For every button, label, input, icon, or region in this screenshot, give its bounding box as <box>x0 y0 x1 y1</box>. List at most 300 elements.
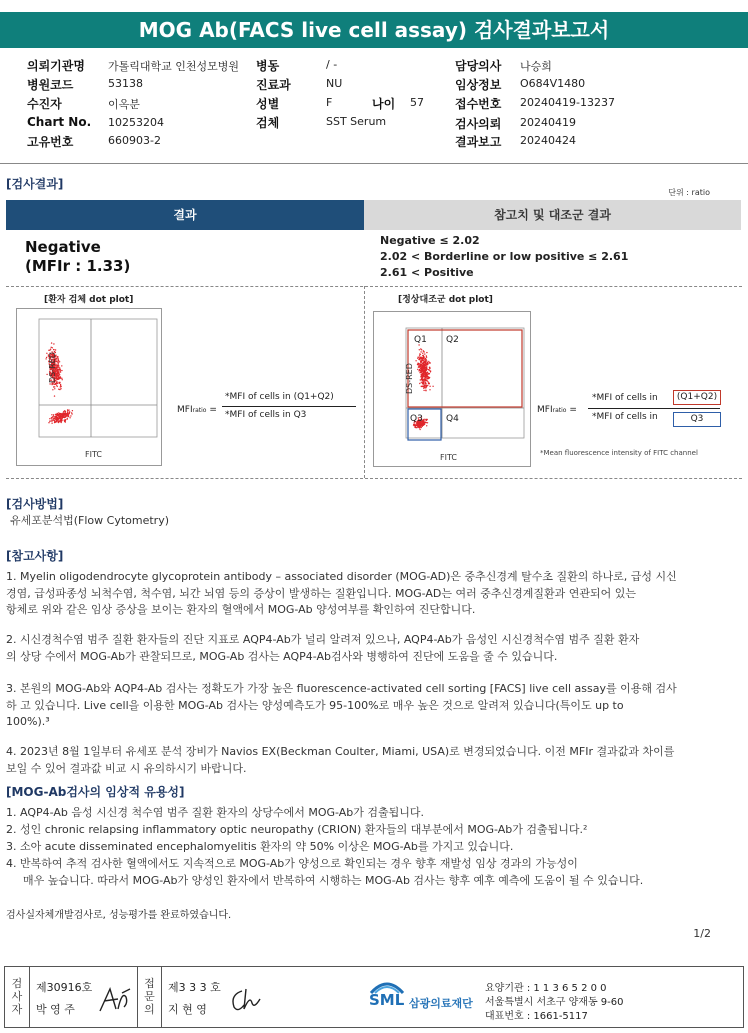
cell-dot <box>60 413 61 414</box>
confirmer-number: 제3 3 3 호 <box>168 981 221 994</box>
page-number: 1/2 <box>693 927 711 940</box>
cell-dot <box>414 427 415 428</box>
cell-dot <box>423 363 424 364</box>
cell-dot <box>70 415 71 416</box>
cell-dot <box>419 363 420 364</box>
cell-dot <box>426 368 427 369</box>
examiner-label-char: 검 <box>11 977 23 990</box>
cell-dot <box>55 422 56 423</box>
cell-dot <box>63 417 64 418</box>
info-value: SST Serum <box>326 115 387 128</box>
cell-dot <box>57 357 58 358</box>
cell-dot <box>418 357 419 358</box>
org-name: 삼광의료재단 <box>409 997 473 1010</box>
info-label: 접수번호 <box>455 97 502 111</box>
info-value: O684V1480 <box>520 77 586 90</box>
cell-dot <box>61 418 62 419</box>
cell-dot <box>421 379 422 380</box>
formula-numerator-prefix: *MFI of cells in <box>592 393 658 403</box>
org-phone: 대표번호 : 1661-5117 <box>485 1011 588 1022</box>
cell-dot <box>425 419 426 420</box>
utility-item: 3. 소아 acute disseminated encephalomyelitis 환자의 약 50% 이상은 MOG-Ab를 가지고 있습니다. <box>6 840 514 853</box>
cell-dot <box>427 376 428 377</box>
cell-dot <box>424 375 425 376</box>
cell-dot <box>415 360 416 361</box>
info-value: 57 <box>410 96 424 109</box>
cell-dot <box>418 359 419 360</box>
cell-dot <box>421 357 422 358</box>
control-plot-caption: [정상대조군 dot plot] <box>398 295 493 305</box>
cell-dot <box>423 382 424 383</box>
patient-plot-caption: [환자 검체 dot plot] <box>44 295 134 305</box>
cell-dot <box>426 375 427 376</box>
cell-dot <box>59 418 60 419</box>
cell-dot <box>61 365 62 366</box>
cell-dot <box>59 378 60 379</box>
cell-dot <box>425 360 426 361</box>
info-value: 가톨릭대학교 인천성모병원 <box>108 60 240 73</box>
formula-denominator-prefix: *MFI of cells in <box>592 412 658 422</box>
info-label: 고유번호 <box>27 135 74 149</box>
cell-dot <box>425 385 426 386</box>
utility-title: [MOG-Ab검사의 임상적 유용성] <box>6 785 185 799</box>
cell-dot <box>63 411 64 412</box>
cell-dot <box>51 342 52 343</box>
formula-bar <box>222 406 356 407</box>
cell-dot <box>420 368 421 369</box>
x-axis-label: FITC <box>85 450 102 459</box>
cell-dot <box>72 410 73 411</box>
cell-dot <box>423 350 424 351</box>
info-label: 나이 <box>372 97 396 111</box>
cell-dot <box>62 412 63 413</box>
cell-dot <box>418 427 419 428</box>
cell-dot <box>49 420 50 421</box>
patient-plot-svg <box>17 309 161 465</box>
note-paragraph <box>6 632 742 665</box>
utility-item: 4. 반복하여 추적 검사한 혈액에서도 지속적으로 MOG-Ab가 양성으로 확인되는 경우 향후 재발성 임상 경과의 가능성이 <box>6 857 578 870</box>
cell-dot <box>416 427 417 428</box>
cell-dot <box>421 374 422 375</box>
cell-dot <box>417 363 418 364</box>
cell-dot <box>55 349 56 350</box>
reference-line: 2.02 < Borderline or low positive ≤ 2.61 <box>380 250 629 263</box>
cell-dot <box>421 425 422 426</box>
cell-dot <box>60 386 61 387</box>
cell-dot <box>61 370 62 371</box>
cell-dot <box>423 371 424 372</box>
info-value: 20240424 <box>520 134 576 147</box>
cell-dot <box>58 382 59 383</box>
cell-dot <box>64 420 65 421</box>
utility-item: 1. AQP4-Ab 음성 시신경 척수염 범주 질환 환자의 상당수에서 MOG-Ab가 검출됩니다. <box>6 806 424 819</box>
reference-header: 참고치 및 대조군 결과 <box>364 200 741 230</box>
info-value: 이옥분 <box>108 98 140 111</box>
utility-item: 2. 성인 chronic relapsing inflammatory optic neuropathy (CRION) 환자들의 대부분에서 MOG-Ab가 검출됩니다.² <box>6 823 588 836</box>
cell-dot <box>425 383 426 384</box>
cell-dot <box>55 416 56 417</box>
cell-dot <box>427 419 428 420</box>
info-value: / - <box>326 58 338 71</box>
cell-dot <box>45 358 46 359</box>
confirmer-label-char: 접 <box>144 977 155 990</box>
result-text: Negative <box>25 238 101 256</box>
info-label: Chart No. <box>27 115 92 129</box>
cell-dot <box>419 357 420 358</box>
cell-dot <box>60 384 61 385</box>
cell-dot <box>428 373 429 374</box>
cell-dot <box>58 369 59 370</box>
cell-dot <box>54 395 55 396</box>
cell-dot <box>416 424 417 425</box>
examiner-label-cell <box>5 967 30 1027</box>
note-paragraph <box>6 681 742 731</box>
result-mfi: (MFIr : 1.33) <box>25 257 131 275</box>
quadrant-label: Q3 <box>410 414 423 424</box>
cell-dot <box>56 385 57 386</box>
cell-dot <box>59 368 60 369</box>
y-axis-label: DS-RED <box>48 352 57 383</box>
cell-dot <box>421 366 422 367</box>
info-label: 결과보고 <box>455 135 502 149</box>
cell-dot <box>59 377 60 378</box>
cell-dot <box>428 383 429 384</box>
cell-dot <box>427 381 428 382</box>
logo-text: SML <box>369 991 405 1009</box>
cell-dot <box>53 419 54 420</box>
cell-dot <box>419 383 420 384</box>
cell-dot <box>420 351 421 352</box>
x-axis-label: FITC <box>440 453 457 462</box>
formula-bar <box>588 408 720 409</box>
cell-dot <box>425 390 426 391</box>
info-label: 임상정보 <box>455 78 502 92</box>
cell-dot <box>55 419 56 420</box>
cell-dot <box>425 363 426 364</box>
cell-dot <box>426 357 427 358</box>
cell-dot <box>423 385 424 386</box>
cell-dot <box>57 386 58 387</box>
cell-dot <box>65 415 66 416</box>
info-value: NU <box>326 77 343 90</box>
cell-dot <box>421 427 422 428</box>
cell-dot <box>419 429 420 430</box>
cell-dot <box>54 420 55 421</box>
cell-dot <box>419 366 420 367</box>
cell-dot <box>421 386 422 387</box>
cell-dot <box>68 416 69 417</box>
cell-dot <box>58 418 59 419</box>
formula-sub: ratio <box>552 407 567 414</box>
cell-dot <box>423 370 424 371</box>
note-line: 1. Myelin oligodendrocyte glycoprotein antibody – associated disorder (MOG-AD)은 중추신경계 탈수초 질환의 하나로, 급성 시신 <box>6 570 677 583</box>
unit-label: 단위 : ratio <box>668 188 710 197</box>
info-value: 나승희 <box>520 60 552 73</box>
patient-dot-plot <box>16 308 162 466</box>
mfi-footnote: *Mean fluorescence intensity of FITC channel <box>540 449 698 457</box>
info-label: 병원코드 <box>27 78 74 92</box>
cell-dot <box>53 415 54 416</box>
cell-dot <box>58 360 59 361</box>
info-label: 의뢰기관명 <box>27 59 85 73</box>
cell-dot <box>426 380 427 381</box>
cell-dot <box>426 352 427 353</box>
dashed-divider <box>6 478 742 479</box>
cell-dot <box>60 388 61 389</box>
note-line: 항체로 위와 같은 임상 증상을 보이는 환자의 혈액에서 MOG-Ab 양성여부를 확인하여 진단합니다. <box>6 603 476 616</box>
org-address: 서울특별시 서초구 양재동 9-60 <box>485 997 624 1008</box>
cell-dot <box>427 373 428 374</box>
notes-title: [참고사항] <box>6 549 64 563</box>
formula-denominator: *MFI of cells in Q3 <box>225 410 307 420</box>
cell-dot <box>69 417 70 418</box>
cell-dot <box>71 412 72 413</box>
cell-dot <box>427 385 428 386</box>
quadrant-label: Q4 <box>446 414 459 424</box>
cell-dot <box>64 410 65 411</box>
cell-dot <box>429 377 430 378</box>
cell-dot <box>424 361 425 362</box>
divider <box>0 163 748 164</box>
cell-dot <box>432 386 433 387</box>
cell-dot <box>61 422 62 423</box>
cell-dot <box>57 362 58 363</box>
info-value: F <box>326 96 333 109</box>
footer <box>4 966 744 1028</box>
method-title: [검사방법] <box>6 497 64 511</box>
cell-dot <box>53 343 54 344</box>
dashed-divider <box>6 286 742 287</box>
cell-dot <box>423 390 424 391</box>
cell-dot <box>423 360 424 361</box>
note-line: 4. 2023년 8월 1일부터 유세포 분석 장비가 Navios EX(Beckman Coulter, Miami, USA)로 변경되었습니다. 이전 MFIr 결과값과 차이를 <box>6 745 675 758</box>
cell-dot <box>420 372 421 373</box>
confirmer-cell <box>162 967 272 1027</box>
formula-numerator: *MFI of cells in (Q1+Q2) <box>225 392 334 402</box>
control-dot-plot <box>373 311 531 467</box>
cell-dot <box>427 422 428 423</box>
formula-sub: ratio <box>192 407 207 414</box>
cell-dot <box>53 414 54 415</box>
cell-dot <box>53 386 54 387</box>
result-value <box>25 238 130 276</box>
cell-dot <box>418 425 419 426</box>
cell-dot <box>417 364 418 365</box>
cell-dot <box>51 347 52 348</box>
confirmer-label-char: 의 <box>144 1003 155 1016</box>
cell-dot <box>424 424 425 425</box>
cell-dot <box>422 380 423 381</box>
cell-dot <box>425 387 426 388</box>
note-line: 하 고 있습니다. Live cell을 이용한 MOG-Ab 검사는 양성예측도가 95-100%로 매우 높은 것으로 알려져 있습니다(특이도 up to <box>6 698 624 712</box>
note-line: 3. 본원의 MOG-Ab와 AQP4-Ab 검사는 정확도가 가장 높은 fluorescence-activated cell sorting [FACS] live cell assay를 이용해 검사 <box>6 682 677 695</box>
cell-dot <box>425 362 426 363</box>
cell-dot <box>429 386 430 387</box>
cell-dot <box>426 425 427 426</box>
utility-item-continued: 매우 높습니다. 따라서 MOG-Ab가 양성인 환자에서 반복하여 시행하는 MOG-Ab 검사는 향후 예후 예측에 도움이 될 수 있습니다. <box>23 874 644 887</box>
cell-dot <box>60 420 61 421</box>
note-line: 100%).³ <box>6 715 50 728</box>
info-value: 660903-2 <box>108 134 161 147</box>
info-value: 53138 <box>108 77 143 90</box>
confirmer-label-cell <box>138 967 162 1027</box>
cell-dot <box>51 414 52 415</box>
cell-dot <box>67 410 68 411</box>
cell-dot <box>417 369 418 370</box>
cell-dot <box>57 414 58 415</box>
info-value: 10253204 <box>108 116 164 129</box>
info-value: 20240419-13237 <box>520 96 615 109</box>
cell-dot <box>426 366 427 367</box>
cell-dot <box>61 415 62 416</box>
cell-dot <box>430 371 431 372</box>
cell-dot <box>423 381 424 382</box>
cell-dot <box>54 388 55 389</box>
reference-line: Negative ≤ 2.02 <box>380 234 480 247</box>
org-code: 요양기관 : 1 1 3 6 5 2 0 0 <box>485 983 607 994</box>
cell-dot <box>54 351 55 352</box>
cell-dot <box>421 371 422 372</box>
cell-dot <box>420 376 421 377</box>
cell-dot <box>423 421 424 422</box>
examiner-signature-icon <box>96 985 134 1015</box>
method-text: 유세포분석법(Flow Cytometry) <box>10 514 170 527</box>
cell-dot <box>48 422 49 423</box>
cell-dot <box>57 370 58 371</box>
confirmer-label-char: 문 <box>144 990 155 1003</box>
cell-dot <box>57 359 58 360</box>
cell-dot <box>64 417 65 418</box>
cell-dot <box>69 412 70 413</box>
info-label: 검체 <box>256 116 280 130</box>
reference-line: 2.61 < Positive <box>380 266 474 279</box>
cell-dot <box>67 413 68 414</box>
examiner-cell <box>30 967 138 1027</box>
cell-dot <box>58 422 59 423</box>
examiner-label-char: 자 <box>11 1003 23 1016</box>
cell-dot <box>428 361 429 362</box>
info-label: 수진자 <box>27 97 62 111</box>
cell-dot <box>60 371 61 372</box>
cell-dot <box>52 389 53 390</box>
cell-dot <box>427 378 428 379</box>
cell-dot <box>58 363 59 364</box>
formula-mfi: MFI <box>177 405 193 415</box>
cell-dot <box>422 368 423 369</box>
cell-dot <box>67 418 68 419</box>
report-title: MOG Ab(FACS live cell assay) 검사결과보고서 <box>0 12 748 48</box>
result-header: 결과 <box>6 200 364 230</box>
cell-dot <box>420 358 421 359</box>
examiner-name: 박 영 주 <box>36 1003 75 1016</box>
examiner-number: 제30916호 <box>36 981 93 994</box>
cell-dot <box>62 379 63 380</box>
cell-dot <box>425 370 426 371</box>
info-value: 20240419 <box>520 116 576 129</box>
confirmer-signature-icon <box>228 985 264 1015</box>
cell-dot <box>423 358 424 359</box>
cell-dot <box>429 370 430 371</box>
cell-dot <box>51 418 52 419</box>
cell-dot <box>422 383 423 384</box>
cell-dot <box>53 418 54 419</box>
cell-dot <box>60 385 61 386</box>
cell-dot <box>422 355 423 356</box>
control-plot-svg <box>374 312 530 466</box>
cell-dot <box>429 389 430 390</box>
closing-note: 검사실자체개발검사로, 성능평가를 완료하였습니다. <box>6 910 232 921</box>
cell-dot <box>419 370 420 371</box>
cell-dot <box>426 355 427 356</box>
note-paragraph <box>6 744 742 777</box>
cell-dot <box>419 355 420 356</box>
cell-dot <box>422 377 423 378</box>
cell-dot <box>49 418 50 419</box>
cell-dot <box>428 362 429 363</box>
info-label: 성별 <box>256 97 280 111</box>
formula-lhs: MFIratio = <box>537 405 577 415</box>
cell-dot <box>425 365 426 366</box>
cell-dot <box>59 389 60 390</box>
cell-dot <box>58 372 59 373</box>
cell-dot <box>420 354 421 355</box>
result-section-title: [검사결과] <box>6 177 64 191</box>
note-line: 보일 수 있어 결과값 비교 시 유의하시기 바랍니다. <box>6 761 247 775</box>
cell-dot <box>424 353 425 354</box>
cell-dot <box>427 363 428 364</box>
formula-mfi: MFI <box>537 405 553 415</box>
cell-dot <box>51 423 52 424</box>
cell-dot <box>59 413 60 414</box>
cell-dot <box>63 415 64 416</box>
cell-dot <box>424 422 425 423</box>
cell-dot <box>429 367 430 368</box>
cell-dot <box>425 367 426 368</box>
cell-dot <box>420 370 421 371</box>
quadrant-label: Q1 <box>414 335 427 345</box>
info-label: 진료과 <box>256 78 291 92</box>
note-line: 2. 시신경척수염 범주 질환 환자들의 진단 지표로 AQP4-Ab가 널리 알려져 있으나, AQP4-Ab가 음성인 시신경척수염 범주 질환 환자 <box>6 633 640 646</box>
cell-dot <box>419 425 420 426</box>
cell-dot <box>48 350 49 351</box>
cell-dot <box>419 349 420 350</box>
cell-dot <box>424 419 425 420</box>
cell-dot <box>421 382 422 383</box>
info-label: 병동 <box>256 59 280 73</box>
info-label: 담당의사 <box>455 59 502 73</box>
cell-dot <box>52 420 53 421</box>
quadrant-label: Q2 <box>446 335 459 345</box>
dashed-divider <box>364 286 365 478</box>
confirmer-name: 지 현 영 <box>168 1003 207 1016</box>
cell-dot <box>66 416 67 417</box>
cell-dot <box>422 353 423 354</box>
cell-dot <box>424 372 425 373</box>
note-line: 경염, 급성파종성 뇌척수염, 척수염, 뇌간 뇌염 등의 증상이 발생하는 질환입니다. MOG-AD는 여러 중추신경계질환과 연관되어 있는 <box>6 586 637 600</box>
formula-q1q2-box: (Q1+Q2) <box>673 390 721 405</box>
cell-dot <box>423 379 424 380</box>
formula-lhs: MFIratio = <box>177 405 217 415</box>
cell-dot <box>427 372 428 373</box>
cell-dot <box>414 424 415 425</box>
cell-dot <box>53 349 54 350</box>
formula-q3-box: Q3 <box>673 412 721 427</box>
cell-dot <box>65 413 66 414</box>
cell-dot <box>58 366 59 367</box>
cell-dot <box>51 417 52 418</box>
cell-dot <box>421 349 422 350</box>
note-line: 의 상당 수에서 MOG-Ab가 관찰되므로, MOG-Ab 검사는 AQP4-Ab검사와 병행하여 진단에 도움을 줄 수 있습니다. <box>6 649 558 663</box>
